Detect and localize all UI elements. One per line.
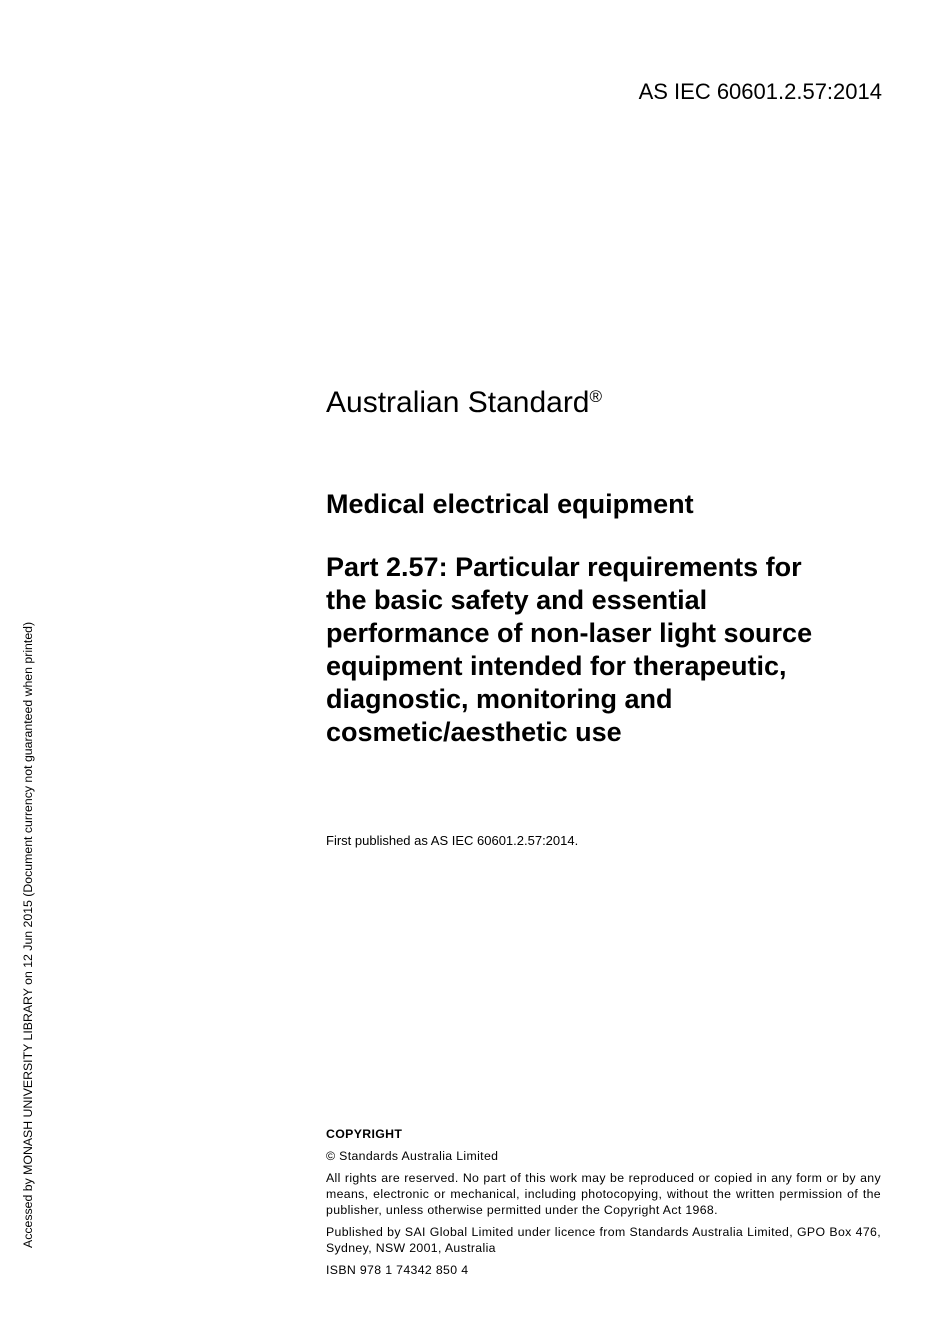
isbn: ISBN 978 1 74342 850 4 [326, 1263, 469, 1277]
subtitle-line: the basic safety and essential [326, 585, 708, 615]
subtitle-line: Part 2.57: Particular requirements for [326, 552, 802, 582]
publisher-notice: Published by SAI Global Limited under licence from Standards Australia Limited, GPO Box 476, Sydney, NSW 2001, Australia [326, 1225, 881, 1255]
registered-mark: ® [589, 387, 603, 406]
subtitle-line: equipment intended for therapeutic, [326, 651, 787, 681]
document-subtitle [326, 551, 886, 749]
series-name-text: Australian Standard [326, 386, 590, 419]
subtitle-line: performance of non-laser light source [326, 618, 813, 648]
access-note: Accessed by MONASH UNIVERSITY LIBRARY on 12 Jun 2015 (Document currency not guaranteed when printed) [21, 621, 35, 1248]
copyright-block [326, 1126, 881, 1284]
first-published-note: First published as AS IEC 60601.2.57:2014. [326, 833, 579, 848]
copyright-owner: © Standards Australia Limited [326, 1149, 499, 1163]
document-title: Medical electrical equipment [326, 489, 694, 519]
subtitle-line: cosmetic/aesthetic use [326, 717, 622, 747]
series-name [326, 383, 602, 423]
copyright-heading: COPYRIGHT [326, 1127, 403, 1141]
subtitle-line: diagnostic, monitoring and [326, 684, 673, 714]
rights-notice: All rights are reserved. No part of this work may be reproduced or copied in any form or by any means, electronic or mechanical, including photocopying, without the written permission of the publisher, unless otherwise permitted under the Copyright Act 1968. [326, 1171, 881, 1217]
document-code: AS IEC 60601.2.57:2014 [638, 79, 882, 104]
